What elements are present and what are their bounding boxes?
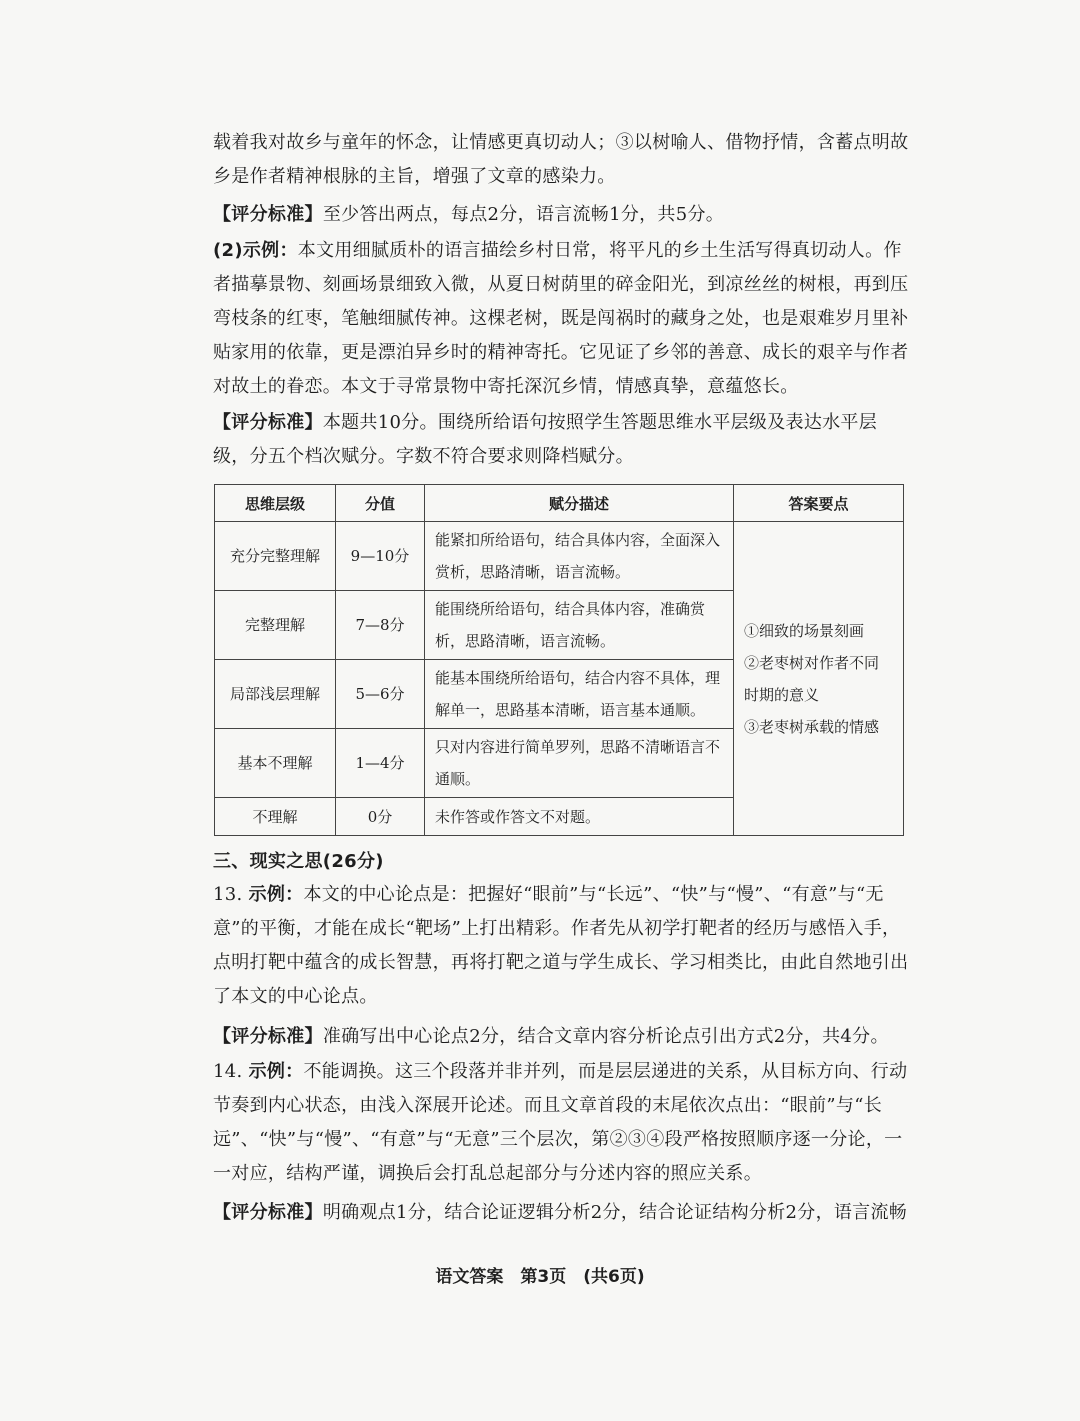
continuation-line-2: 乡是作者精神根脉的主旨，增强了文章的感染力。 bbox=[213, 166, 616, 187]
section-heading: 三、现实之思(26分) bbox=[213, 851, 384, 872]
criteria-14 bbox=[213, 1196, 913, 1230]
criteria-text: 明确观点1分，结合论证逻辑分析2分，结合论证结构分析2分，语言流畅 bbox=[322, 1202, 908, 1223]
continuation-paragraph bbox=[213, 126, 913, 194]
criteria-label: 【评分标准】 bbox=[213, 412, 323, 433]
question-14 bbox=[213, 1055, 913, 1191]
page-footer: 语文答案 第3页 (共6页) bbox=[435, 1267, 645, 1287]
header-key-points: 答案要点 bbox=[734, 485, 904, 522]
level-cell: 基本不理解 bbox=[215, 729, 336, 798]
key-point: ③老枣树承载的情感 bbox=[744, 717, 880, 736]
score-cell: 7—8分 bbox=[336, 591, 425, 660]
criteria-13 bbox=[213, 1020, 913, 1054]
example-2-paragraph bbox=[213, 234, 913, 404]
criteria-label: 【评分标准】 bbox=[213, 1202, 323, 1223]
level-cell: 完整理解 bbox=[215, 591, 336, 660]
key-point: ②老枣树对作者不同时期的意义 bbox=[744, 653, 880, 704]
criteria-text: 准确写出中心论点2分，结合文章内容分析论点引出方式2分，共4分。 bbox=[322, 1026, 889, 1047]
key-point: ①细致的场景刻画 bbox=[744, 621, 865, 640]
description-cell: 只对内容进行简单罗列，思路不清晰语言不通顺。 bbox=[425, 729, 734, 798]
level-cell: 不理解 bbox=[215, 798, 336, 836]
continuation-line-1: 载着我对故乡与童年的怀念，让情感更真切动人；③以树喻人、借物抒情，含蓄点明故 bbox=[213, 132, 909, 153]
grading-table bbox=[214, 484, 904, 836]
question-number: 13. bbox=[213, 884, 243, 905]
table-header-row bbox=[215, 485, 904, 522]
header-score: 分值 bbox=[336, 485, 425, 522]
description-cell: 未作答或作答文不对题。 bbox=[425, 798, 734, 836]
question-13 bbox=[213, 878, 913, 1014]
criteria-text: 至少答出两点，每点2分，语言流畅1分，共5分。 bbox=[322, 204, 725, 225]
score-cell: 5—6分 bbox=[336, 660, 425, 729]
level-cell: 局部浅层理解 bbox=[215, 660, 336, 729]
criteria-label: 【评分标准】 bbox=[213, 1026, 323, 1047]
criteria-2 bbox=[213, 406, 913, 474]
level-cell: 充分完整理解 bbox=[215, 522, 336, 591]
description-cell: 能紧扣所给语句，结合具体内容，全面深入赏析，思路清晰，语言流畅。 bbox=[425, 522, 734, 591]
header-description: 赋分描述 bbox=[425, 485, 734, 522]
score-cell: 1—4分 bbox=[336, 729, 425, 798]
question-text: 不能调换。这三个段落并非并列，而是层层递进的关系，从目标方向、行动节奏到内心状态，由浅入深展开论述。而且文章首段的末尾依次点出：“眼前”与“长远”、“快”与“慢”、“有意”与“无意”三个层次，第②③④段严格按照顺序逐一分论，一一对应，结构严谨，调换后会打乱总起部分与分述内容的照应关系。 bbox=[213, 1061, 908, 1184]
example-label: (2)示例： bbox=[213, 240, 298, 261]
example-label: 示例： bbox=[248, 1061, 304, 1082]
question-text: 本文的中心论点是：把握好“眼前”与“长远”、“快”与“慢”、“有意”与“无意”的平衡，才能在成长“靶场”上打出精彩。作者先从初学打靶者的经历与感悟入手，点明打靶中蕴含的成长智慧，再将打靶之道与学生成长、学习相类比，由此自然地引出了本文的中心论点。 bbox=[213, 884, 909, 1007]
key-points-cell bbox=[734, 522, 904, 836]
header-level: 思维层级 bbox=[215, 485, 336, 522]
example-text: 本文用细腻质朴的语言描绘乡村日常，将平凡的乡土生活写得真切动人。作者描摹景物、刻画场景细致入微，从夏日树荫里的碎金阳光，到凉丝丝的树根，再到压弯枝条的红枣，笔触细腻传神。这棵老树，既是闯祸时的藏身之处，也是艰难岁月里补贴家用的依靠，更是漂泊异乡时的精神寄托。它见证了乡邻的善意、成长的艰辛与作者对故土的眷恋。本文于寻常景物中寄托深沉乡情，情感真挚，意蕴悠长。 bbox=[213, 240, 909, 397]
score-cell: 0分 bbox=[336, 798, 425, 836]
question-number: 14. bbox=[213, 1061, 243, 1082]
criteria-1 bbox=[213, 198, 913, 232]
description-cell: 能基本围绕所给语句，结合内容不具体，理解单一，思路基本清晰，语言基本通顺。 bbox=[425, 660, 734, 729]
criteria-text: 本题共10分。围绕所给语句按照学生答题思维水平层级及表达水平层级，分五个档次赋分。字数不符合要求则降档赋分。 bbox=[213, 412, 878, 467]
table-row bbox=[215, 522, 904, 591]
criteria-label: 【评分标准】 bbox=[213, 204, 323, 225]
description-cell: 能围绕所给语句，结合具体内容，准确赏析，思路清晰，语言流畅。 bbox=[425, 591, 734, 660]
score-cell: 9—10分 bbox=[336, 522, 425, 591]
example-label: 示例： bbox=[248, 884, 304, 905]
